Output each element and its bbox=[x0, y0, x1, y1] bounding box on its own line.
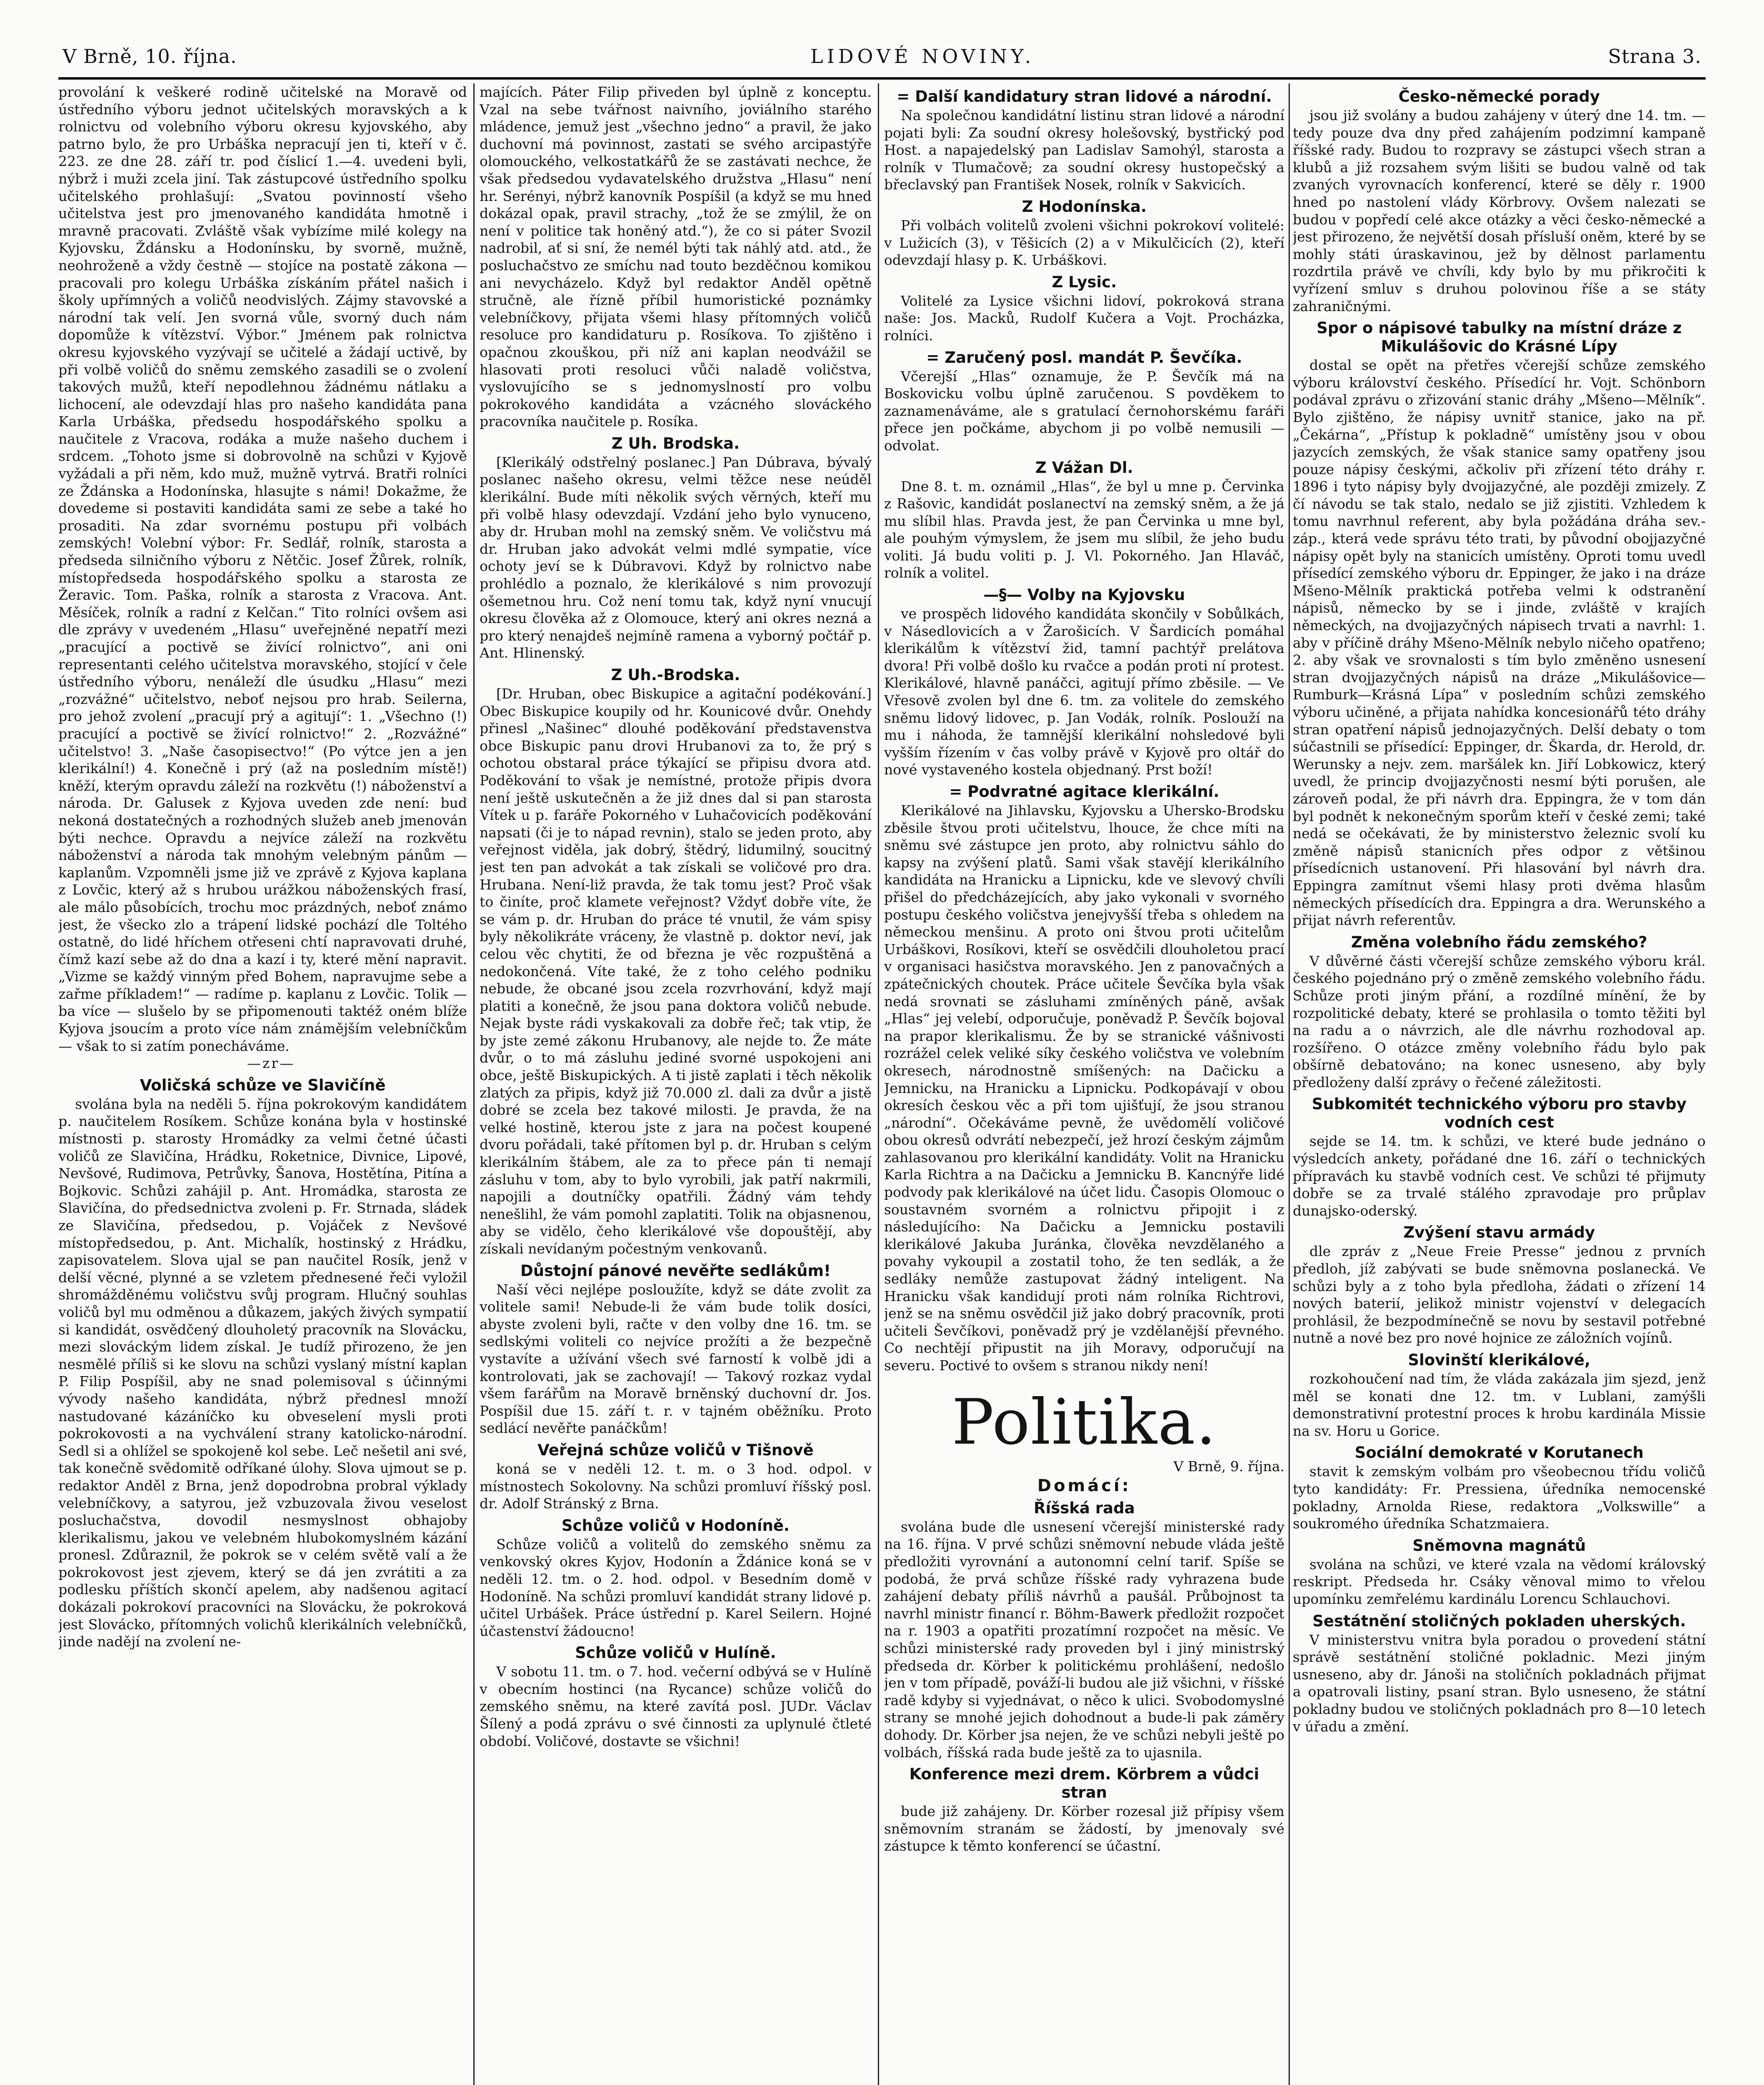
article-signature: —zr— bbox=[247, 1055, 295, 1072]
article-text: majících. Páter Filip přiveden byl úplně z konceptu. Vzal na sebe tvářnost naivního, joviálního starého mládence, jemuž jest „všechno jedno“ a pravil, že jako duchovní má povinnost, zastati se svého arcipastýře olomouckého, velkostatkářů že se zastávati nechce, že však předsedou vydavatelského družstva „Hlasu“ není hr. Serényi, nýbrž kanovník Pospíšil (a když se mu hned dokázal opak, pravil strachy, „tož že se zmýlil, že on není v politice tak honěný atd.“), že co si páter Svozil nadrobil, ať si sní, že nemél býti tak náhlý atd. atd., že posluchačstvo ze smíchu nad touto bezděčnou komikou ani nevycházelo. Když byl redaktor Anděl opětně stručně, ale řízně příbil humoristické poznámky velebníčkovy, přijata všemi hlasy přítomných voličů resoluce pro kandidaturu p. Rosíkova. To zjištěno i opačnou zkouškou, při níž ani kaplan neodvážil se hlasovati proti resoluci vůči naladě voličstva, vyslovujícího se s jednomyslností pro volbu pokrokového kandidáta a vzácného slováckého pracovníka naučitele p. Rosíka. bbox=[480, 84, 872, 430]
section-dateline: V Brně, 9. října. bbox=[1173, 1458, 1284, 1475]
article-heading: Schůze voličů v Hodoníně. bbox=[561, 1516, 790, 1535]
article-heading: Z Lysic. bbox=[1052, 273, 1117, 291]
article-heading: Sociální demokraté v Korutanech bbox=[1354, 1444, 1644, 1462]
article-text: dle zpráv z „Neue Freie Presse“ jednou z prvních předloh, jíž zabývati se bude sněmovna poslanecká. Ve schůzi byly a z toho byla předloha, žádati o zřízení 14 nových baterií, jelikož ministr vojenství v delegacích prohlásil, že bezpodmínečně se novu by sestavil potřebné nutně a nové bez pro nové hojnice ze záložních vojínů. bbox=[1293, 1243, 1706, 1346]
article-text: sejde se 14. tm. k schůzi, ve které bude jednáno o výsledcích ankety, pořádané dne 16. září o technických přípravách ku stavbě vodních cest. Ve schůzi té přijmuty dobře se za trvalé stálého zpravodaje pro průplav dunajsko-oderský. bbox=[1293, 1133, 1706, 1219]
header-date: V Brně, 10. října. bbox=[63, 45, 237, 68]
article-text: [Dr. Hruban, obec Biskupice a agitační podékování.] Obec Biskupice koupily od hr. Kounicové dvůr. Onehdy přinesl „Našinec“ dlouhé poděkování představenstva obce Biskupic panu drovi Hrubanovi za to, že prý s ochotou obstaral práce týkající se připisu dvora atd. Poděkování to však je nemístné, protože připis dvora není ještě uskutečněn a že již dnes dal si pan starosta Vítek u p. faráře Pokorného v Luhačovicích poděkování napsati (či je to nápad revnin), stalo se jeden proto, aby veřejnost viděla, jak dobrý, štědrý, lidumilný, soucitný jest ten pan advokát a tak získali se voličové pro dra. Hrubana. Není-liž pravda, že tak tomu jest? Proč však to činíte, proč klamete veřejnost? Vždyť dobře víte, že se vám p. dr. Hruban do práce té vnutil, že vám spisy byly několikráte vráceny, že vlastně p. doktor neví, jak celou věc chytiti, že od března je věc rozpuštěná a nedokončená. Víte také, že z toho celého podniku nebude, že obcané jsou zcela rozvrhování, když mají platiti a konečně, že jsou pana doktora voličů nebude. Nejak byste rádi vyskakovali za dobře řeč; tak vtip, že by jste zemé zákonu Hrubanovy, ale nejde to. Že máte dvůr, o to má zásluhu jediné svorné uspokojeni ani obce, ještě Biskupických. A ti jistě zaplati i těch několik zlatých za připis, když již 70.000 zl. dali za dvůr a jistě dobré se zcela bez takové milosti. Je pravda, že na velké hostině, kterou jste z jara na počest koupené dvoru pořádali, také přítomen byl p. dr. Hruban s celým klerikálním štábem, ale za to přece pán ti nemají zásluhu v tom, aby to bylo vyrobili, jak patří nakrmili, napojili a doutníčky opatřili. Žádný vám tehdy nenešlihl, že vám pomohl zaplatiti. Tolik na objasnenou, aby se vidělo, čeho klerikálové vše dopouštějí, aby získali nevídaným počestným venkovanů. bbox=[480, 686, 872, 1257]
article-heading: Spor o nápisové tabulky na místní dráze z Mikulášovic do Krásné Lípy bbox=[1317, 319, 1682, 356]
article-text: [Klerikálý odstřelný poslanec.] Pan Dúbrava, bývalý poslanec našeho okresu, velmi těžce nese neúděl klerikální. Bude míti několik svých věrných, kteří mu při volbě hlasy odevzdají. Vzdání jeho bylo vynuceno, aby dr. Hruban mohl na zemský sněm. Ve voličstvu má dr. Hruban jako advokát velmi mdlé sympatie, více ochoty jeví se k Dúbravovi. Když by rolnictvo nabe prohlédlo a poznalo, že klerikálové s nim provozují ošemetnou hru. Což není tomu tak, když nyní vnucují okresu člověka až z Olomouce, který ani okres nezná a pro který nenajdeš nejmíně ramena a vyborný počtář p. Ant. Hlinenský. bbox=[480, 454, 872, 661]
article-text: V ministerstvu vnitra byla poradou o provedení státní správě sestátnění stoličné pokladnic. Mezi jiným usneseno, aby dr. Jánoši na stoličních pokladnách přijmat a opatrovali listiny, psaní stran. Bylo usneseno, že státní pokladny budou ve stoličných pokladnách pro 8—10 letech v úřadu a změní. bbox=[1293, 1631, 1706, 1735]
article-text: koná se v neděli 12. t. m. o 3 hod. odpol. v místnostech Sokolovny. Na schůzi promluví říšský posl. dr. Adolf Stránský z Brna. bbox=[480, 1460, 872, 1512]
article-text: Při volbách volitelů zvoleni všichni pokrokoví volitelé: v Lužicích (3), v Těšicích (2) a v Mikulčicích (2), kteří odevzdají hlasy p. K. Urbáškovi. bbox=[884, 217, 1284, 269]
article-heading: Z Uh. Brodska. bbox=[611, 434, 740, 452]
article-heading: Z Hodonínska. bbox=[1022, 197, 1147, 216]
column-2 bbox=[480, 83, 872, 2085]
newspaper-title: LIDOVÉ NOVINY. bbox=[810, 45, 1035, 68]
article-text: rozkohoučení nad tím, že vláda zakázala jim sjezd, jenž měl se konati dne 12. tm. v Lublani, zamýšli demonstrativní protestní proces k hrobu kardinála Missie na sv. Horu u Gorice. bbox=[1293, 1371, 1706, 1439]
article-text: stavit k zemským volbám pro všeobecnou třídu voličů tyto kandidáty: Fr. Pressiena, úředníka nemocenské pokladny, Arnolda Riese, redaktora „Volkswille“ a soukromého úředníka Schatzmaiera. bbox=[1293, 1463, 1706, 1532]
article-heading: Z Uh.-Brodska. bbox=[611, 666, 740, 684]
article-heading: Zvýšení stavu armády bbox=[1403, 1223, 1595, 1242]
article-heading: Česko-německé porady bbox=[1398, 88, 1600, 106]
article-text: Volitelé za Lysice všichni lidoví, pokroková strana naše: Jos. Macků, Rudolf Kučera a Vojt. Procházka, rolníci. bbox=[884, 292, 1284, 344]
article-text: V sobotu 11. tm. o 7. hod. večerní odbývá se v Hulíně v obecním hostinci (na Rycance) schůze voličů do zemského sněmu, na které zavítá posl. JUDr. Václav Šílený a podá zprávu o své činnosti za uplynulé čtleté období. Voličové, dostavte se všichni! bbox=[480, 1663, 872, 1749]
article-heading: = Další kandidatury stran lidové a národní. bbox=[897, 88, 1272, 106]
article-heading: Z Vážan Dl. bbox=[1035, 458, 1133, 477]
section-title-politika: Politika. bbox=[952, 1386, 1217, 1459]
article-heading: Důstojní pánové nevěřte sedlákům! bbox=[520, 1261, 831, 1280]
article-heading: Říšská rada bbox=[1033, 1499, 1135, 1517]
header-rule bbox=[58, 77, 1706, 80]
article-heading: Sněmovna magnátů bbox=[1412, 1536, 1586, 1555]
article-text: Dne 8. t. m. oznámil „Hlas“, že byl u mne p. Červinka z Rašovic, kandidát poslanectví na zemský sněm, a že já mu slíbil hlas. Pravda jest, že pan Červinka u mne byl, ale pouhým výmyslem, že jsem mu slíbil, že jeho budu voliti. Já budu voliti p. J. Vl. Pokorného. Jan Hlaváč, rolník a volitel. bbox=[884, 478, 1284, 581]
article-heading: Změna volebního řádu zemského? bbox=[1351, 933, 1648, 951]
column-divider bbox=[473, 83, 475, 2085]
section-subtitle: Domácí: bbox=[1037, 1476, 1131, 1496]
article-text: Schůze voličů a volitelů do zemského sněmu za venkovský okres Kyjov, Hodonín a Ždánice koná se v neděli 12. tm. o 2. hod. odpol. v Besedním domě v Hodoníně. Na schůzi promluví kandidát strany lidové p. učitel Urbášek. Práce ústřední p. Karel Seilern. Hojné účastenství žádoucno! bbox=[480, 1536, 872, 1639]
article-text: dostal se opět na přetřes včerejší schůze zemského výboru království českého. Přísedící hr. Vojt. Schönborn podával zprávu o zřizování stanic dráhy „Mšeno—Mělník“. Bylo zjištěno, že nápisy uvnitř stanice, jako na př. „Čekárna“, „Přístup k pokladně“ umístěny jsou v obou jazycích zemských, že však stanice samy opatřeny jsou pouze nápisy českými, ačkoliv při zřízení této dráhy r. 1896 i tyto nápisy byly dvojjazyčné, ale později zmizely. Z čí návodu se tak stalo, nedalo se již zjistiti. Vzhledem k tomu navrhnul referent, aby byla požádána dráha sev.-záp., která vede správu této trati, by původní obojjazyčné nápisy opět byly na stanicích umístěny. Oproti tomu uvedl přísedící zemského výboru dr. Eppinger, že jako i na dráze Mšeno-Mělník praktická potřeba velmi k odstranění nápisů, německo by se i jinde, zvláště v krajích německých, na dvojjazyčných nápisech trvati a navrhl: 1. aby v příčině dráhy Mšeno-Mělník nebylo ničeho opatřeno; 2. aby však ve srovnalosti s tím bylo změněno usnesení stran dvojjazyčných nápisů na dráze „Mikulášovice—Rumburk—Krásná Lípa“ v posledním schůzi zemského výboru učiněné, a přijata nahídka koncesionářů této dráhy stran opatření nápisů jednojazyčných. Delší debaty o tom súčastnili se přísedící: Eppinger, dr. Škarda, dr. Herold, dr. Werunsky a nejv. zem. maršálek kn. Jiří Lobkowicz, který uvedl, že princip dvojjazyčnosti nesmí býti porušen, ale zároveň podal, že při návrh dra. Eppingra, že v tom dán byl podnět k nekonečným sporům kteří v české zemi; také nedá se očekávati, že by ministerstvo železnic svolí ku změně nápisů stanicních přes odpor z většinou přísedícnich ustanovení. Při hlasování byl návrh dra. Eppingra zamítnut všemi hlasy proti dvěma hlasům německých přísedících dra. Eppingra a dra. Werunského a přijat návrh referentův. bbox=[1293, 357, 1706, 929]
column-1 bbox=[58, 83, 467, 2085]
article-text: Klerikálové na Jihlavsku, Kyjovsku a Uhersko-Brodsku zběsile štvou proti učitelstvu, lhouce, že chce míti na sněmu své zástupce jen proto, aby rolnictvu sáhlo do kapsy na zvýšení platů. Sami však stavějí klerikálního kandidáta na Hranicku a Lipnicku, kde ve slevový chvíli přišel do předcházejících, aby jako vykonali v svorného postupu českého voličstva jenejvyšší třeba s ohledem na německou menšinu. A proto oni štvou proti učitelům Urbáškovi, Rosíkovi, kteří se osvědčili dlouholetou prací v organisaci hasičstva moravského. Jen z panovačných a zpátečnických choutek. Práce učitele Ševčíka byla však nedá srovnati se zásluhami zmíněných páně, avšak „Hlas“ jej velebí, odporučuje, poněvadž P. Ševčík bojoval na prapor klerikalismu. Že by se stranické vášnivosti rozrážel celek veliké síky českého voličstva ve volebním okresech, národnostně smíšených: na Dačicku a Jemnicku, na Hranicku a Lipnicku. Podkopávají v obou okresích českou věc a při tom ujišťují, že jsou stranou „národní“. Očekáváme pevně, že uvědomělí voličové obou okresů odvrátí nebezpečí, jež hrozí českým zájmům zahlasovanou pro klerikální kandidáty. Volit na Hranicku Karla Richtra a na Dačicku a Jemnicku B. Kancnýře lidé podvody pak klerikálové na účet lidu. Časopis Olomouc o soustavném svorném a rolnictvu připojit i z následujícího: Na Dačicku a Jemnicku postavili klerikálové Jakuba Juránka, člověka nevzdělaného a povahy vykoupil a zostatil toho, že ten sedlák, a že sedláky nemůže zastupovat žádný inteligent. Na Hranicku však kandidují proti nám rolníka Richtrovi, jenž se na sněmu osvědčil již jako dobrý pracovník, proti učiteli Ševčíkovi, poněvadž prý je vzdělanější převného. Co nechtějí připustit na jih Moravy, odporučují na severu. Poctivé to ovšem s stranou nikdy není! bbox=[884, 802, 1284, 1374]
article-heading: = Zaručený posl. mandát P. Ševčíka. bbox=[926, 348, 1242, 367]
article-text: ve prospěch lidového kandidáta skončily v Sobůlkách, v Násedlovicích a v Žarošicích. V Šardicích pomáhal klerikálům k vítězství žid, tamní pachtýř prelátova dvora! Při volbě došlo ku rvačce a podán proti ní protest. Klerikálové, hlavně panáčci, agitují přímo zběsile. — Ve Vřesově zvolen byl dne 6. tm. za volitele do zemského sněmu lidový lidovec, p. Jan Vodák, rolník. Poslouží na mu i náhoda, že tamnější klerikální nohsledové byli vyšším řízením v čas volby právě v Kyjově pro oltář do nové vystaveného kostela objednaný. Prst boží! bbox=[884, 605, 1284, 778]
article-heading: = Podvratné agitace klerikální. bbox=[949, 783, 1219, 801]
article-heading: Konference mezi drem. Körbrem a vůdci stran bbox=[909, 1765, 1259, 1802]
article-heading: Slovinští klerikálové, bbox=[1408, 1351, 1591, 1369]
article-heading: Voličská schůze ve Slavičíně bbox=[140, 1076, 386, 1094]
article-text: jsou již svolány a budou zahájeny v úterý dne 14. tm. — tedy pouze dva dny před zahájením podzimní kampaně říšské rady. Budou to rozpravy se zástupci všech stran a klubů a již rozsahem svým lišiti se budou valně od tak zvaných vyrovnacích konferencí, které se děly r. 1900 hned po nastolení vlády Körbrovy. Ovšem nalezati se budou v popředí celé akce otázky a věci česko-německé a jest přirozeno, že největší dosah přísluší oněm, které by se mohly státi úraskavinou, jež by dělnost parlamentu rozdrtila právě ve chvíli, kdy bylo by mu přikročiti k vyřízení smluv s druhou polovinou říše a se státy zahraničnými. bbox=[1293, 107, 1706, 314]
article-text: svolána byla na neděli 5. října pokrokovým kandidátem p. naučitelem Rosíkem. Schůze konána byla v hostinské místnosti p. starosty Hromádky za velmi četné účasti voličů ze Slavičína, Hrádku, Roketnice, Divnice, Lipové, Nevšové, Rudimova, Petrůvky, Šanova, Hostětína, Pitína a Bojkovic. Schůzi zahájil p. Ant. Hromádka, starosta ze Slavičína, do předsednictva zvoleni p. Fr. Strnada, sládek ze Slavičína, předsedou, p. Vojáček z Nevšové místopředsedou, p. Ant. Michalík, hostinský z Hrádku, zapisovatelem. Slova ujal se pan naučitel Rosík, jenž v delší věcné, plynné a se vzletem přednesené řeči vyložil shromážděnému voličstvu svůj program. Hlučný souhlas voličů byl mu odměnou a důkazem, jakých živých sympatií si kandidát, osvědčený dlouholetý pracovník na Slovácku, mezi slováckým lidem získal. Je tudíž přirozeno, že jen nesmělé příliš si ke slovu na schůzi vyslaný místní kaplan P. Filip Pospíšil, aby ne snad polemisoval s účinnými vývody našeho kandidáta, nýbrž přednesl množí nastudované kázáníčko ku obveselení mysli proti pokrokovosti a na vychválení strany katolicko-národní. Sedl si a ohlížel se spokojeně kol sebe. Leč nešetil ani své, tak konečně svědomitě odříkané úlohy. Slova ujmout se p. redaktor Anděl z Brna, jenž dopodrobna probral výklady velebníčkovy, a satyrou, jež vzbuzovala živou veselost posluchačstva, dovodil nesmyslnost obhajoby klerikalismu, jakou ve velebném hlubokomyslném kázání pronesl. Zdůraznil, že pokrok se v celém světě valí a že pokrokovost jest zjevem, který se dá jen zvrátiti a za podlesku příštích skončí apelem, aby nadšenou agitací dokázali pokrokoví pracovníci na Slovácku, že pokroková jest Slovácko, přítomných volichů klerikálních velebníčků, jinde nadějí na zvolení ne- bbox=[58, 1095, 467, 1650]
article-heading: Subkomitét technického výboru pro stavby vodních cest bbox=[1312, 1095, 1687, 1132]
article-text: Včerejší „Hlas“ oznamuje, že P. Ševčík má na Boskovicku volbu úplně zaručenou. S povděkem to zaznamenáváme, ale s gratulací černohorskému faráři přece jen počkáme, abychom ji po volbě nemusili — odvolat. bbox=[884, 368, 1284, 454]
article-text: svolána na schůzi, ve které vzala na vědomí královský reskript. Předseda hr. Csáky věnoval mimo to vřelou upomínku zemřelému kardinálu Lorencu Schlauchovi. bbox=[1293, 1556, 1706, 1607]
page-header bbox=[63, 40, 1701, 73]
article-text: Na společnou kandidátní listinu stran lidové a národní pojati byli: Za soudní okresy holešovský, bystřický pod Host. a napajedelský pan Ladislav Samohýl, starosta a rolník v Tlumačově; za soudní okresy hustopečský a břeclavský pan František Nosek, rolník v Sakvicích. bbox=[884, 107, 1284, 193]
article-text: bude již zahájeny. Dr. Körber rozesal již přípisy všem sněmovním stranám se žádostí, by jmenovaly své zástupce k těmto konferencí se účastní. bbox=[884, 1803, 1284, 1854]
article-text: svolána bude dle usnesení včerejší ministerské rady na 16. října. V prvé schůzi sněmovní nebude vláda ještě předložiti vyrovnání a autonomní celní tarif. Spíše se podobá, že prvá schůze říšské rady vyhrazena bude zahájení debaty příliš návrhů a paušál. Průbojnost ta navrhl ministr financí r. Böhm-Bawerk předložit rozpočet na r. 1903 a opatřiti prozatímní rozpočet na měsíc. Ve schůzi ministerské rady proveden byl i jiný ministrský předseda dr. Körber k politickému prohlášení, nedošlo jen v tom případě, pováží-li budou ale již všichni, v říšské radě kdyby si vyjednávat, o něco k ulici. Svobodomyslné strany se mnohé jejich dohodnout a bude-li pak záměry dohody. Dr. Körber jsa nejen, že ve schůzi nebyli ještě po volbách, říšská rada bude ještě za to ujasnila. bbox=[884, 1518, 1284, 1761]
column-4 bbox=[1293, 83, 1706, 2085]
column-divider bbox=[878, 83, 879, 2085]
column-divider bbox=[1289, 83, 1290, 2085]
article-heading: Schůze voličů v Hulíně. bbox=[575, 1644, 776, 1662]
article-heading: Veřejná schůze voličů v Tišnově bbox=[537, 1441, 814, 1459]
article-text: provolání k veškeré rodině učitelské na Moravě od ústředního výboru jednot učitelských moravských a k rolnictvu od volebního výboru okresu kyjovského, aby patrno bylo, že pro Urbáška nepracují jen ti, kteří v č. 223. ze dne 28. září tr. pod číslicí 1.—4. uvedeni byli, nýbrž i muži zcela jiní. Tak zástupcové ústředního spolku učitelského prohlašují: „Svatou povinností všeho učitelstva jest pro jmenovaného kandidáta hmotně i mravně pracovati. Zvláště však vybízíme milé kolegy na Kyjovsku, Ždánsku a Hodonínsku, by svorně, mužně, neohroženě a vždy čestně — stojíce na postatě zákona — pracovali pro kolegu Urbáška získáním přátel našich i školy upřímných a voličů neodvislých. Zájmy stavovské a národní tak velí. Jen svorná vůle, svorný duch nám dopomůže k vítězství. Výbor.“ Jménem pak rolnictva okresu kyjovského vyzývají se učitelé a žádají uctivě, by při volbě voličů do sněmu zemského zasadili se o zvolení takových mužů, kteří nepodlehnou žádnému nátlaku a lichocení, ale odevzdají hlas pro našeho kandidáta pana Karla Urbáška, předsedu hospodářského spolku a naučitele z Vracova, rodáka a muže našeho duchem i srdcem. „Tohoto jsme si dobrovolně na schůzi v Kyjově vyžádali a při něm, kdo muž, mužně vytrvá. Bratři rolníci ze Ždánska a Hodonínska, hlasujte s námi! Dokažme, že dovedeme si postaviti kandidáta sami ze sebe a také ho prosaditi. Na zdar svornému postupu při volbách zemských! Volební výbor: Fr. Sedlář, rolník, starosta a předseda silničního výboru z Nětčic. Josef Žůrek, rolník, místopředseda hospodářského spolku a starosta ze Žeravic. Tom. Paška, rolník a starosta z Vracova. Ant. Měsíček, rolník a radní z Kelčan.“ Tito rolníci ovšem asi dle zprávy v uvedeném „Hlasu“ uveřejněné nepatří mezi „pracující a poctivě se živící rolnictvo“, ani oni representanti celého učitelstva moravského, stojící v čele ústředního výboru, nenáleží dle úsudku „Hlasu“ mezi „rozvážné“ učitelstvo, neboť nejsou pro hrab. Seilerna, pro jehož zvolení „pracují prý a agitují“: 1. „Všechno (!) pracující a poctivě se živící rolnictvo!“ 2. „Rozvážné“ učitelstvo! 3. „Naše časopisectvo!“ (Po výtce jen a jen klerikální!) 4. Konečně i prý (až na posledním místě!) kněží, kterým opravdu záleží na rozkvětu (!) náboženství a národa. Dr. Galusek z Kyjova uveden zde není: buď nekoná dostatečných a rozhodných služeb aneb jmenován býti nechce. Opravdu a nejvíce záleží na rozkvětu náboženství a národa tak mnohým velebným pánům — kaplanům. Vzpomněli jsme již ve zprávě z Kyjova kaplana z Lovčic, který až s hrubou urážkou náboženských frasí, ale málo působících, trochu moc prázdných, neboť známo jest, že všecko zlo a trápení lidské pochází dle Toltého ostatně, do lidé hříchem otřeseni chtí napravovati druhé, čímž kazí sebe až do dna a kazí i ty, které mění napravit. „Vizme se každý vinným před Bohem, napravujme sebe a zařme příkladem!“ — radíme p. kaplanu z Lovčic. Tolik — ba více — slušelo by se připomenouti taktéž oném blíže Kyjova jsoucím a proto více nám známějším velebníčkům — však to si zatím ponecháváme. bbox=[58, 84, 467, 1054]
article-text: V důvěrné části včerejší schůze zemského výboru král. českého pojednáno prý o změně zemského volebního řádu. Schůze proti jiným přání, a rozdílné mínění, že by rozpolitické debaty, které se prohlasila o tomto těžiti byl na radu a o návrzich, ale dle návrhu rozhodoval ap. rozšířeno. O otázce změny volebního řádu bylo pak obšírně debatováno; na konec usneseno, aby byly předloženy další zprávy o řečené záležitosti. bbox=[1293, 952, 1706, 1090]
article-heading: Sestátnění stoličných pokladen uherských. bbox=[1312, 1612, 1686, 1630]
article-heading: —§— Volby na Kyjovsku bbox=[983, 586, 1185, 604]
column-3 bbox=[884, 83, 1284, 2085]
article-text: Naší věci nejlépe posloužíte, když se dáte zvolit za volitele sami! Nebude-li že vám bude tolik dosíci, abyste zvoleni byli, račte v den volby dne 16. tm. se sedlskými voliteli co nejvíce prožíti a že bezpečně vystavíte a užívání všech své farností k volbě jdi a kontrolovati, jak se zachovají! — Takový rozkaz vydal všem farářům na Moravě brněnský duchovní dr. Jos. Pospíšil due 15. září t. r. v tajném oběžníku. Proto sedlácí nevěřte panáčkům! bbox=[480, 1281, 872, 1437]
page-number: Strana 3. bbox=[1608, 45, 1701, 68]
